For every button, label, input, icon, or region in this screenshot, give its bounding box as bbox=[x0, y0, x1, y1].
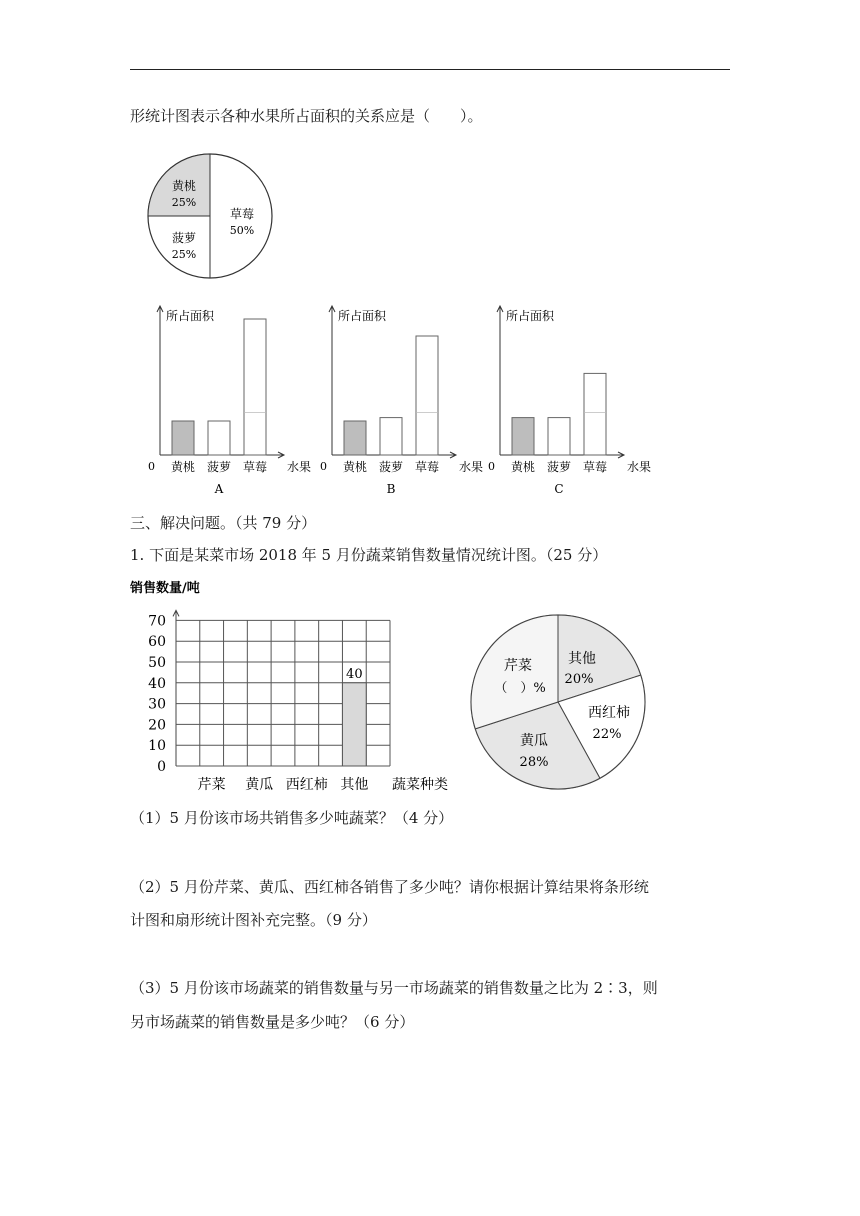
veg-category-label: 其他 bbox=[340, 777, 369, 793]
option-letter: C bbox=[554, 482, 564, 496]
option-ylabel: 所占面积 bbox=[166, 309, 215, 323]
veg-category-label: 黄瓜 bbox=[245, 777, 274, 793]
veg-xlabel: 蔬菜种类 bbox=[392, 777, 448, 793]
veg-data-label: 40 bbox=[346, 666, 363, 682]
option-bar bbox=[344, 421, 366, 455]
slice-pct-qincai: （ ）% bbox=[494, 681, 546, 696]
veg-ytick-label: 40 bbox=[148, 675, 166, 692]
option-category-label: 黄桃 bbox=[510, 460, 536, 474]
slice-pct-huanggua: 28% bbox=[519, 755, 549, 770]
veg-ytick-label: 0 bbox=[157, 759, 166, 775]
option-bar bbox=[416, 336, 438, 455]
vegetable-pie-chart bbox=[462, 608, 662, 808]
subquestion-3-line1: （3）5 月份该市场蔬菜的销售数量与另一市场蔬菜的销售数量之比为 2∶3，则 bbox=[130, 979, 658, 997]
veg-ytick-label: 70 bbox=[148, 613, 166, 630]
option-xlabel: 水果 bbox=[627, 460, 652, 474]
option-origin: 0 bbox=[320, 460, 327, 473]
option-xlabel: 水果 bbox=[287, 460, 312, 474]
vegetable-bar-chart bbox=[128, 572, 453, 804]
option-chart-c bbox=[490, 298, 660, 498]
option-category-label: 黄桃 bbox=[170, 460, 196, 474]
option-origin: 0 bbox=[148, 460, 155, 473]
veg-ytick-label: 20 bbox=[148, 717, 166, 734]
option-category-label: 草莓 bbox=[414, 460, 440, 474]
slice-label-huanggua: 黄瓜 bbox=[520, 733, 548, 749]
veg-ytick-label: 50 bbox=[148, 655, 166, 671]
veg-ylabel: 销售数量/吨 bbox=[130, 581, 200, 596]
slice-label-boluo: 菠萝 bbox=[171, 231, 197, 245]
option-category-label: 草莓 bbox=[582, 460, 608, 474]
slice-pct-qita: 20% bbox=[564, 672, 594, 687]
header-rule bbox=[130, 69, 730, 70]
option-ylabel: 所占面积 bbox=[506, 309, 555, 323]
option-bar bbox=[172, 421, 194, 455]
option-chart-a bbox=[145, 298, 312, 498]
veg-bar bbox=[342, 683, 366, 766]
slice-label-caomei: 草莓 bbox=[229, 207, 255, 221]
option-bar bbox=[380, 418, 402, 455]
option-bar bbox=[584, 373, 606, 455]
veg-ytick-label: 30 bbox=[148, 696, 166, 713]
veg-category-label: 西红柿 bbox=[285, 777, 328, 793]
option-category-label: 菠萝 bbox=[546, 460, 572, 474]
subquestion-1: （1）5 月份该市场共销售多少吨蔬菜？（4 分） bbox=[130, 809, 454, 827]
question1-text: 1. 下面是某菜市场 2018 年 5 月份蔬菜销售数量情况统计图。（25 分） bbox=[130, 546, 608, 564]
option-ylabel: 所占面积 bbox=[338, 309, 387, 323]
veg-category-label: 芹菜 bbox=[197, 777, 226, 793]
option-category-label: 菠萝 bbox=[206, 460, 232, 474]
option-bar bbox=[208, 421, 230, 455]
fruit-pie-chart bbox=[140, 146, 280, 286]
slice-pct-xihongshi: 22% bbox=[592, 727, 622, 742]
slice-label-huangtao: 黄桃 bbox=[171, 179, 197, 193]
option-bar bbox=[244, 319, 266, 455]
subquestion-2-line2: 计图和扇形统计图补充完整。（9 分） bbox=[130, 911, 377, 929]
option-chart-b bbox=[315, 298, 485, 498]
slice-label-qincai: 芹菜 bbox=[504, 658, 532, 674]
option-bar bbox=[512, 418, 534, 455]
veg-ytick-label: 60 bbox=[148, 634, 166, 651]
slice-pct-huangtao: 25% bbox=[171, 196, 197, 209]
section3-heading: 三、解决问题。（共 79 分） bbox=[130, 514, 317, 532]
option-category-label: 菠萝 bbox=[378, 460, 404, 474]
slice-pct-caomei: 50% bbox=[229, 224, 255, 237]
slice-pct-boluo: 25% bbox=[171, 248, 197, 261]
intro-line: 形统计图表示各种水果所占面积的关系应是（ ）。 bbox=[130, 107, 483, 125]
subquestion-2-line1: （2）5 月份芹菜、黄瓜、西红柿各销售了多少吨？请你根据计算结果将条形统 bbox=[130, 878, 649, 896]
slice-label-xihongshi: 西红柿 bbox=[588, 705, 630, 721]
option-category-label: 草莓 bbox=[242, 460, 268, 474]
option-category-label: 黄桃 bbox=[342, 460, 368, 474]
option-letter: A bbox=[214, 482, 224, 496]
veg-ytick-label: 10 bbox=[148, 738, 166, 755]
option-origin: 0 bbox=[488, 460, 495, 473]
slice-label-qita: 其他 bbox=[568, 651, 596, 667]
option-bar bbox=[548, 418, 570, 455]
option-xlabel: 水果 bbox=[459, 460, 484, 474]
option-letter: B bbox=[386, 482, 396, 496]
subquestion-3-line2: 另市场蔬菜的销售数量是多少吨？（6 分） bbox=[130, 1013, 415, 1031]
